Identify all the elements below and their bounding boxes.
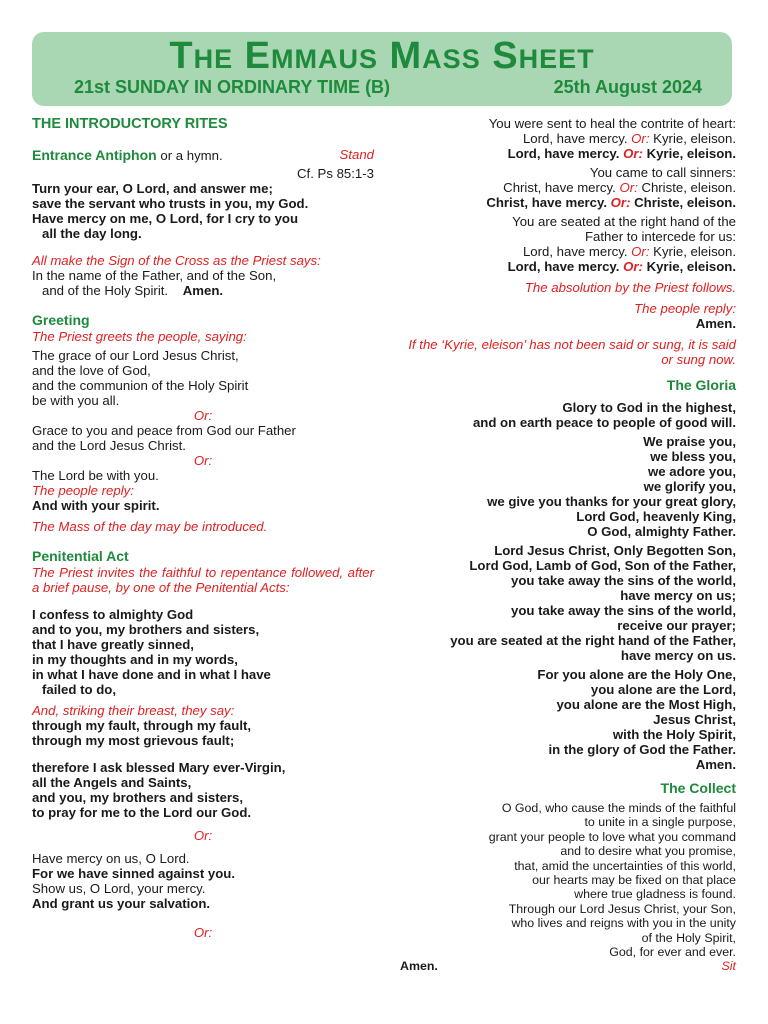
greeting-line: Grace to you and peace from God our Father [32,423,296,438]
header-banner [32,32,732,106]
right-column [400,116,736,974]
greeting-heading: Greeting [32,312,90,328]
gloria-line: Lord God, Lamb of God, Son of the Father, [469,558,736,573]
greeting-rubric: The Priest greets the people, saying: [32,329,247,344]
form-line: And grant us your salvation. [32,896,211,911]
confiteor-part-1 [32,607,374,697]
or-separator: Or: [193,453,213,468]
antiphon-line: Have mercy on me, O Lord, for I cry to you [32,211,299,226]
confiteor-line: and you, my brothers and sisters, [32,790,244,805]
greeting-line: be with you all. [32,393,120,408]
greeting-form-1 [32,348,374,408]
gloria-line: O God, almighty Father. [587,524,736,539]
collect-line: where true gladness is found. [574,887,736,902]
confiteor-line: in what I have done and in what I have [32,667,271,682]
penitential-act-heading: Penitential Act [32,548,129,564]
confiteor-part-3 [32,760,374,820]
greeting-form-3: The Lord be with you. [32,468,159,483]
collect-line: that, amid the uncertainties of this world, [514,858,736,873]
gloria-line: have mercy on us; [620,588,736,603]
gloria-line: we adore you, [648,464,736,479]
gloria-line: you alone are the Lord, [590,682,736,697]
collect-line: who lives and reigns with you in the unity [511,916,736,931]
collect-line: grant your people to love what you command [488,829,736,844]
invocation-line: Father to intercede for us: [585,229,736,244]
people-reply: And with your spirit. [32,498,160,513]
invocation-response: Lord, have mercy. Or: Kyrie, eleison. [522,244,736,259]
psalm-reference: Cf. Ps 85:1-3 [297,166,374,181]
left-column [32,116,374,940]
gloria-line: Amen. [695,757,736,772]
confiteor-line: that I have greatly sinned, [32,637,194,652]
penitential-rubric: The Priest invites the faithful to repentance followed, after a brief pause, by one of the Penitential Acts: [32,565,374,595]
gloria-line: we give you thanks for your great glory, [487,494,736,509]
sign-line: and of the Holy Spirit. Amen. [42,283,224,298]
gloria-line: Lord God, heavenly King, [576,509,736,524]
people-response: Lord, have mercy. Or: Kyrie, eleison. [507,146,736,161]
amen-response: Amen. [695,316,736,331]
invocation-line: You are seated at the right hand of the [512,214,736,229]
greeting-form-2 [32,423,374,453]
antiphon-line: all the day long. [42,226,142,241]
confiteor-line: through my most grievous fault; [32,733,235,748]
form-line: For we have sinned against you. [32,866,235,881]
confiteor-line: and to you, my brothers and sisters, [32,622,260,637]
antiphon-line: Turn your ear, O Lord, and answer me; [32,181,273,196]
sign-line: In the name of the Father, and of the Son, [32,268,277,283]
collect-line: to unite in a single purpose, [584,815,736,830]
kyrie-invocation-3 [400,214,736,274]
or-separator: Or: [193,828,213,843]
confiteor-line: through my fault, through my fault, [32,718,252,733]
greeting-line: and the communion of the Holy Spirit [32,378,249,393]
breast-rubric: And, striking their breast, they say: [32,703,235,718]
invocation-line: You were sent to heal the contrite of heart: [488,116,736,131]
gloria-line: We praise you, [643,434,736,449]
gloria-line: Glory to God in the highest, [562,400,736,415]
absolution-rubric: The absolution by the Priest follows. [524,280,736,295]
kyrie-invocation-1 [400,116,736,161]
sign-of-cross-rubric: All make the Sign of the Cross as the Priest says: [32,253,321,268]
date-label: 25th August 2024 [553,77,702,97]
stand-rubric: Stand [339,147,374,162]
form-line: Have mercy on us, O Lord. [32,851,190,866]
people-response: Lord, have mercy. Or: Kyrie, eleison. [507,259,736,274]
collect-line: and to desire what you promise, [560,844,736,859]
collect-line: our hearts may be fixed on that place [532,873,736,888]
confiteor-line: all the Angels and Saints, [32,775,192,790]
gloria-line: you are seated at the right hand of the Father, [450,633,736,648]
form-line: Show us, O Lord, your mercy. [32,881,206,896]
page-title: The Emmaus Mass Sheet [169,35,595,77]
confiteor-line: I confess to almighty God [32,607,194,622]
collect-line: of the Holy Spirit, [641,930,736,945]
collect-line: Through our Lord Jesus Christ, your Son, [508,901,736,916]
confiteor-line: therefore I ask blessed Mary ever-Virgin, [32,760,286,775]
gloria-part-2 [400,434,736,539]
gloria-line: and on earth peace to people of good will. [472,415,736,430]
gloria-part-4 [400,667,736,772]
gloria-line: you take away the sins of the world, [511,573,736,588]
collect-heading: The Collect [660,780,736,796]
gloria-heading: The Gloria [666,377,736,393]
liturgical-day: 21st SUNDAY IN ORDINARY TIME (B) [74,77,391,97]
collect-line: O God, who cause the minds of the faithful [501,801,736,815]
people-response: Christ, have mercy. Or: Christe, eleison. [486,195,736,210]
gloria-line: in the glory of God the Father. [548,742,736,757]
antiphon-line: save the servant who trusts in you, my God. [32,196,309,211]
gloria-line: we bless you, [650,449,736,464]
entrance-antiphon-note: or a hymn. [156,148,223,163]
collect-amen-row [400,959,736,973]
greeting-line: The grace of our Lord Jesus Christ, [32,348,239,363]
gloria-part-1 [400,400,736,430]
gloria-line: with the Holy Spirit, [612,727,736,742]
penitential-form-2 [32,851,374,911]
amen-response: Amen. [400,959,438,974]
gloria-line: we glorify you, [643,479,736,494]
greeting-line: and the Lord Jesus Christ. [32,438,186,453]
gloria-line: Jesus Christ, [653,712,736,727]
entrance-antiphon-heading: Entrance Antiphon [32,147,157,163]
or-separator: Or: [193,408,213,423]
reply-rubric: The people reply: [32,483,134,498]
confiteor-part-2 [32,718,374,748]
antiphon-text [32,181,374,241]
gloria-line: Lord Jesus Christ, Only Begotten Son, [494,543,736,558]
greeting-line: and the love of God, [32,363,151,378]
invocation-line: You came to call sinners: [589,165,736,180]
invocation-response: Lord, have mercy. Or: Kyrie, eleison. [522,131,736,146]
gloria-line: For you alone are the Holy One, [537,667,736,682]
reply-rubric: The people reply: [634,301,736,316]
entrance-antiphon-row [32,147,374,164]
invocation-response: Christ, have mercy. Or: Christe, eleison. [503,180,736,195]
confiteor-line: to pray for me to the Lord our God. [32,805,252,820]
collect-line: God, for ever and ever. [609,945,736,960]
gloria-part-3 [400,543,736,663]
kyrie-invocation-2 [400,165,736,210]
gloria-line: you alone are the Most High, [556,697,736,712]
introductory-rites-heading: THE INTRODUCTORY RITES [32,116,228,132]
or-separator: Or: [193,925,213,940]
introduction-rubric: The Mass of the day may be introduced. [32,519,268,534]
gloria-line: you take away the sins of the world, [511,603,736,618]
confiteor-line: in my thoughts and in my words, [32,652,238,667]
confiteor-line: failed to do, [42,682,116,697]
amen-response: Amen. [182,283,224,298]
gloria-line: have mercy on us. [620,648,736,663]
gloria-line: receive our prayer; [617,618,736,633]
collect-text [400,801,736,974]
sit-rubric: Sit [721,959,736,974]
kyrie-rubric: If the ‘Kyrie, eleison’ has not been said or sung, it is said or sung now. [408,337,736,367]
